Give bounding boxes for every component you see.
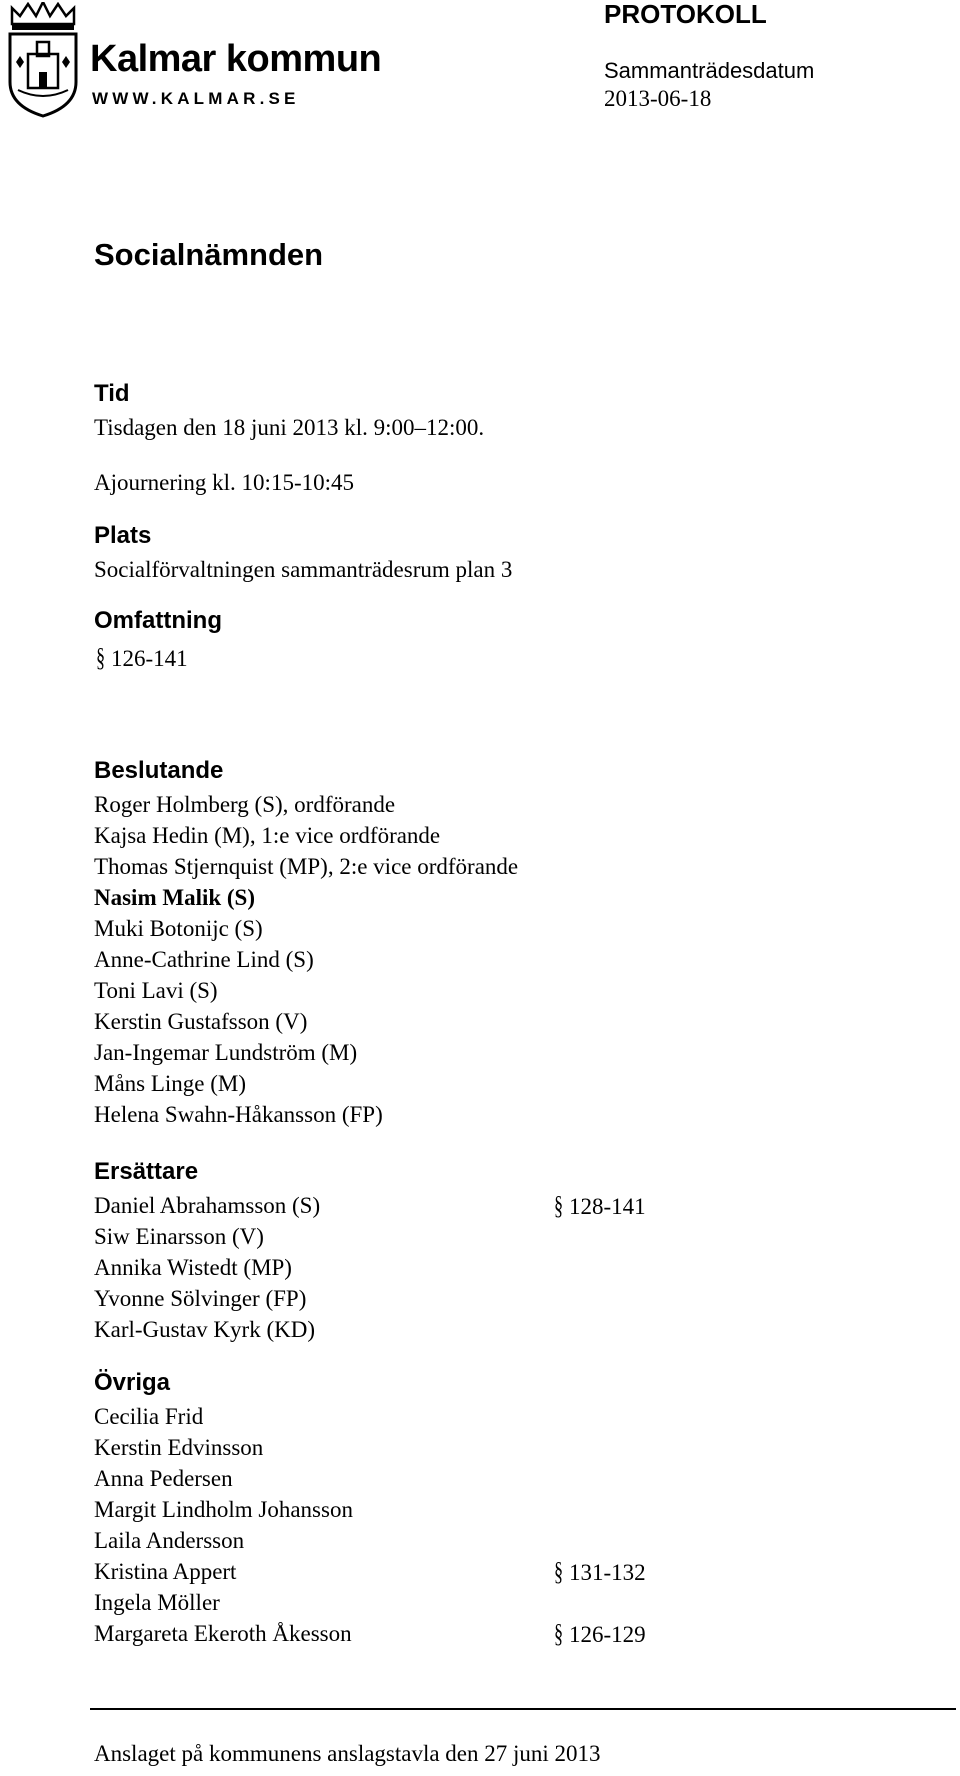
list-item [94,1618,714,1649]
footer-divider [90,1708,956,1710]
section-heading-tid: Tid [94,380,130,407]
brand-url: WWW.KALMAR.SE [92,89,300,108]
list-item: Margit Lindholm Johansson [94,1497,353,1522]
list-item: Anna Pedersen [94,1466,233,1491]
list-item: Jan-Ingemar Lundström (M) [94,1040,358,1065]
attendance-paragraphs: § 131-132 [553,1557,646,1586]
list-item: Helena Swahn-Håkansson (FP) [94,1102,383,1127]
brand-name: Kalmar kommun [90,38,382,80]
list-item: Karl-Gustav Kyrk (KD) [94,1317,315,1342]
list-item [94,1556,714,1587]
meeting-time: Tisdagen den 18 juni 2013 kl. 9:00–12:00. [94,415,485,440]
list-item: Cecilia Frid [94,1404,204,1429]
section-sign-icon: § [553,1557,564,1586]
section-heading-ersattare: Ersättare [94,1158,199,1185]
deputy-name: Daniel Abrahamsson (S) [94,1193,321,1218]
list-item: Muki Botonijc (S) [94,916,263,941]
list-item: Roger Holmberg (S), ordförande [94,792,396,817]
list-item: Toni Lavi (S) [94,978,218,1003]
coat-of-arms-icon [4,2,82,118]
meeting-date-label: Sammanträdesdatum [604,58,815,83]
list-item: Laila Andersson [94,1528,245,1553]
section-sign-icon: § [553,1619,564,1648]
section-heading-ovriga: Övriga [94,1369,171,1396]
list-item: Siw Einarsson (V) [94,1224,264,1249]
decision-makers-list [94,789,714,1130]
attendee-name: Margareta Ekeroth Åkesson [94,1621,352,1646]
paragraph-range-value: 126-141 [111,646,188,671]
list-item: Ingela Möller [94,1590,220,1615]
list-item: Anne-Cathrine Lind (S) [94,947,314,972]
section-heading-beslutande: Beslutande [94,757,224,784]
attendee-name: Kristina Appert [94,1559,237,1584]
list-item: Kerstin Gustafsson (V) [94,1009,308,1034]
list-item: Yvonne Sölvinger (FP) [94,1286,307,1311]
section-heading-plats: Plats [94,522,152,549]
list-item [94,1190,714,1221]
adjournment-time: Ajournering kl. 10:15-10:45 [94,470,354,495]
section-heading-omfattning: Omfattning [94,607,222,634]
others-list [94,1401,714,1649]
list-item: Annika Wistedt (MP) [94,1255,292,1280]
meeting-location: Socialförvaltningen sammanträdesrum plan 3 [94,557,513,582]
committee-title: Socialnämnden [94,237,324,272]
paragraph-range [94,643,188,673]
attendance-paragraphs: § 128-141 [553,1191,646,1220]
meeting-date: 2013-06-18 [604,86,712,111]
attendance-paragraphs: § 126-129 [553,1619,646,1648]
kalmar-kommun-logo [4,2,384,120]
section-sign-icon: § [95,643,106,672]
section-sign-icon: § [553,1191,564,1220]
deputies-list [94,1190,714,1345]
posting-notice: Anslaget på kommunens anslagstavla den 27 juni 2013 [94,1741,601,1766]
document-type: PROTOKOLL [604,0,767,29]
list-item: Kerstin Edvinsson [94,1435,264,1460]
list-item: Nasim Malik (S) [94,885,255,910]
list-item: Måns Linge (M) [94,1071,247,1096]
list-item: Thomas Stjernquist (MP), 2:e vice ordförande [94,854,519,879]
list-item: Kajsa Hedin (M), 1:e vice ordförande [94,823,441,848]
